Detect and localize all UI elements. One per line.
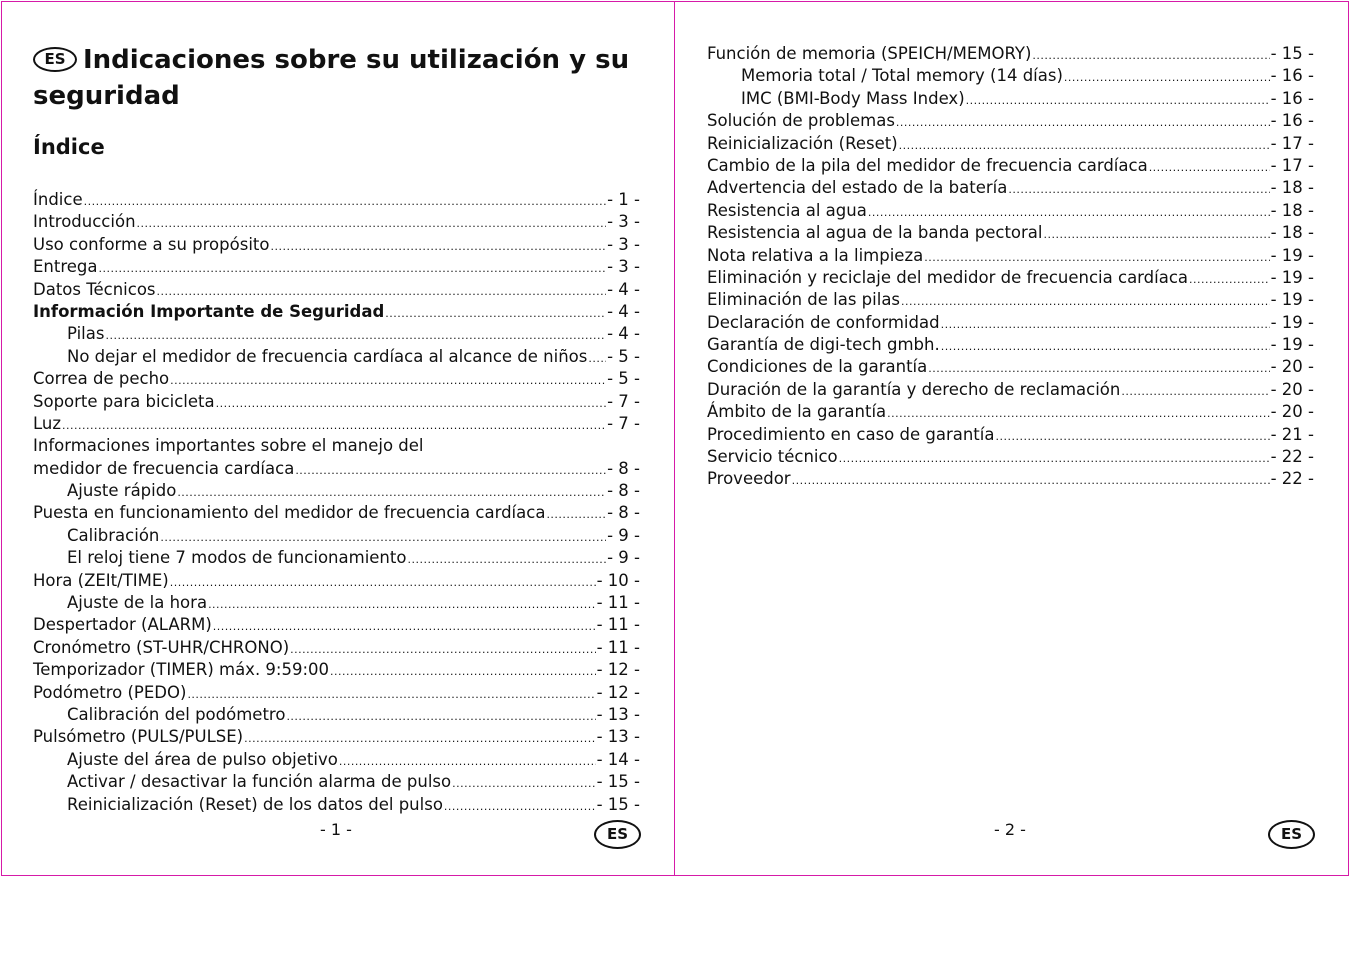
toc-entry [707,379,1314,401]
page-number-left: - 1 - [320,820,352,839]
toc-entry [33,480,640,502]
toc-entry-title: Declaración de conformidad [707,312,940,332]
toc-entry-page: - 19 - [1270,245,1314,265]
toc-entry-page: - 4 - [607,301,640,321]
toc-entry-page: - 18 - [1270,200,1314,220]
toc-dot-leader [1032,45,1269,67]
toc-dot-leader [899,135,1270,157]
toc-entry [33,189,640,211]
language-es-icon: ES [33,47,77,72]
toc-entry-title: Reinicialización (Reset) de los datos del pulso [67,794,443,814]
page-title [33,42,633,114]
toc-dot-leader [966,90,1270,112]
toc-list-right [707,43,1314,491]
toc-entry [33,682,640,704]
toc-entry [707,356,1314,378]
toc-dot-leader [546,504,606,526]
toc-entry-page: - 3 - [607,257,640,277]
toc-entry [33,279,640,301]
toc-dot-leader [187,684,595,706]
toc-list-left [33,189,640,816]
toc-entry [707,312,1314,334]
toc-entry [33,547,640,569]
toc-entry-page: - 7 - [607,391,640,411]
toc-entry-page: - 16 - [1270,66,1314,86]
toc-entry-page: - 19 - [1270,267,1314,287]
toc-entry [33,435,640,457]
toc-entry [33,502,640,524]
toc-entry [707,334,1314,356]
toc-entry-title: Proveedor [707,469,791,489]
toc-dot-leader [941,336,1270,358]
toc-dot-leader [62,415,606,437]
toc-entry-page: - 8 - [607,458,640,478]
toc-dot-leader [901,291,1270,313]
toc-entry [33,771,640,793]
toc-entry [707,65,1314,87]
toc-entry-page: - 16 - [1270,88,1314,108]
toc-dot-leader [588,348,606,370]
toc-entry-title: Ámbito de la garantía [707,402,887,422]
toc-entry-title: Uso conforme a su propósito [33,234,270,254]
language-badge-right: ES [1268,820,1315,849]
toc-entry-page: - 20 - [1270,402,1314,422]
toc-entry-page: - 8 - [607,481,640,501]
toc-dot-leader [941,314,1270,336]
toc-entry-page: - 5 - [607,346,640,366]
toc-entry-page: - 9 - [607,548,640,568]
toc-entry-page: - 15 - [596,772,640,792]
toc-entry-page: - 22 - [1270,469,1314,489]
toc-entry-title: Informaciones importantes sobre el manejo del [33,436,424,456]
toc-dot-leader [160,527,606,549]
toc-entry [33,592,640,614]
toc-entry-page: - 20 - [1270,379,1314,399]
toc-entry [33,413,640,435]
toc-entry-page: - 10 - [596,570,640,590]
toc-entry-page: - 21 - [1270,424,1314,444]
toc-entry-page: - 18 - [1270,223,1314,243]
toc-entry-page: - 3 - [607,234,640,254]
toc-entry-page: - 15 - [1270,44,1314,63]
toc-entry [33,637,640,659]
toc-entry-title: Correa de pecho [33,369,170,389]
toc-entry-title: Entrega [33,257,98,277]
toc-entry [707,155,1314,177]
toc-entry [33,525,640,547]
toc-dot-leader [137,213,607,235]
toc-entry [707,401,1314,423]
toc-entry-page: - 12 - [596,660,640,680]
toc-dot-leader [385,303,606,325]
toc-entry-title: Calibración [67,525,160,545]
toc-entry-page: - 19 - [1270,312,1314,332]
toc-dot-leader [244,728,596,750]
toc-entry-title: Procedimiento en caso de garantía [707,424,995,444]
toc-dot-leader [216,393,606,415]
toc-entry-page: - 13 - [596,704,640,724]
toc-entry-title: Puesta en funcionamiento del medidor de frecuencia cardíaca [33,503,546,523]
toc-entry-title: Solución de problemas [707,111,895,131]
toc-entry [707,267,1314,289]
toc-dot-leader [896,112,1270,134]
toc-dot-leader [208,594,596,616]
toc-dot-leader [177,482,606,504]
toc-dot-leader [295,460,606,482]
toc-entry-title: Cambio de la pila del medidor de frecuencia cardíaca [707,155,1148,175]
toc-dot-leader [270,236,606,258]
toc-entry-title: Función de memoria (SPEICH/MEMORY) [707,44,1032,63]
toc-dot-leader [407,549,606,571]
toc-entry-page: - 11 - [596,615,640,635]
toc-entry-title: Eliminación y reciclaje del medidor de frecuencia cardíaca [707,267,1189,287]
toc-entry-title: Servicio técnico [707,447,838,467]
toc-entry-page: - 4 - [607,279,640,299]
toc-entry [707,424,1314,446]
toc-entry [33,211,640,233]
toc-entry-title: Duración de la garantía y derecho de reclamación [707,379,1121,399]
toc-entry-title: Resistencia al agua de la banda pectoral [707,223,1043,243]
page-number-right: - 2 - [994,820,1026,839]
toc-dot-leader [339,751,596,773]
toc-dot-leader [330,661,596,683]
toc-entry-title: Introducción [33,212,136,232]
toc-entry-title: Pilas [67,324,105,344]
toc-entry [707,177,1314,199]
toc-entry [707,200,1314,222]
toc-dot-leader [1149,157,1270,179]
toc-dot-leader [444,796,596,818]
toc-entry-title: Cronómetro (ST-UHR/CHRONO) [33,637,290,657]
toc-entry-title: Podómetro (PEDO) [33,682,187,702]
toc-entry-page: - 9 - [607,525,640,545]
toc-entry [707,468,1314,490]
toc-entry-page: - 5 - [607,369,640,389]
toc-entry-page: - 4 - [607,324,640,344]
toc-entry-title: Advertencia del estado de la batería [707,178,1008,198]
toc-entry-title: Resistencia al agua [707,200,867,220]
toc-entry [33,323,640,345]
toc-dot-leader [792,470,1270,492]
toc-entry-title: medidor de frecuencia cardíaca [33,458,295,478]
toc-entry [33,749,640,771]
toc-entry-title: Ajuste de la hora [67,593,208,613]
toc-dot-leader [170,572,596,594]
page-title-text: Indicaciones sobre su utilización y su seguridad [33,45,630,111]
toc-entry-title: Índice [33,190,83,209]
toc-dot-leader [839,448,1270,470]
toc-dot-leader [1044,224,1270,246]
toc-entry-page: - 17 - [1270,155,1314,175]
toc-dot-leader [286,706,595,728]
toc-entry [33,391,640,413]
toc-entry-page: - 3 - [607,212,640,232]
toc-entry [33,301,640,323]
toc-entry-page: - 8 - [607,503,640,523]
toc-entry-page: - 15 - [596,794,640,814]
toc-entry-title: Activar / desactivar la función alarma de pulso [67,772,452,792]
toc-entry-title: El reloj tiene 7 modos de funcionamiento [67,548,407,568]
toc-entry-title: Temporizador (TIMER) máx. 9:59:00 [33,660,330,680]
toc-entry-page: - 18 - [1270,178,1314,198]
toc-entry [33,458,640,480]
toc-entry-title: Soporte para bicicleta [33,391,215,411]
toc-dot-leader [1008,179,1269,201]
toc-entry [707,43,1314,65]
toc-entry-page: - 22 - [1270,447,1314,467]
toc-entry-title: Datos Técnicos [33,279,156,299]
toc-dot-leader [887,403,1269,425]
toc-dot-leader [99,258,607,280]
toc-entry-title: Pulsómetro (PULS/PULSE) [33,727,244,747]
toc-entry-page: - 11 - [596,637,640,657]
toc-entry-page: - 13 - [596,727,640,747]
toc-entry [33,570,640,592]
toc-dot-leader [170,370,606,392]
toc-entry [707,133,1314,155]
toc-entry [33,368,640,390]
toc-dot-leader [105,325,606,347]
toc-entry-title: Garantía de digi-tech gmbh. [707,335,940,355]
toc-entry-title: Reinicialización (Reset) [707,133,898,153]
index-heading: Índice [33,135,105,159]
toc-entry-title: IMC (BMI-Body Mass Index) [741,88,965,108]
toc-entry-title: Ajuste rápido [67,481,177,501]
toc-dot-leader [868,202,1270,224]
toc-dot-leader [452,773,595,795]
toc-entry-page: - 17 - [1270,133,1314,153]
toc-dot-leader [1189,269,1270,291]
toc-entry [33,794,640,816]
toc-entry [707,88,1314,110]
toc-dot-leader [84,191,606,213]
toc-entry [707,222,1314,244]
toc-entry [33,726,640,748]
toc-entry [707,245,1314,267]
toc-entry-page: - 7 - [607,413,640,433]
toc-entry-page: - 20 - [1270,357,1314,377]
toc-entry [707,289,1314,311]
toc-entry-page: - 11 - [596,593,640,613]
toc-entry-page: - 14 - [596,749,640,769]
toc-entry-page: - 19 - [1270,335,1314,355]
toc-entry [33,346,640,368]
toc-entry-title: Despertador (ALARM) [33,615,212,635]
toc-dot-leader [924,247,1269,269]
toc-entry-title: No dejar el medidor de frecuencia cardíaca al alcance de niños [67,346,588,366]
toc-entry [707,446,1314,468]
toc-entry-title: Luz [33,413,62,433]
toc-entry-page: - 12 - [596,682,640,702]
toc-entry-page: - 19 - [1270,290,1314,310]
toc-dot-leader [1121,381,1269,403]
toc-entry-page: - 16 - [1270,111,1314,131]
toc-entry-title: Hora (ZEIt/TIME) [33,570,169,590]
toc-entry-title: Condiciones de la garantía [707,357,928,377]
toc-entry [33,256,640,278]
toc-dot-leader [928,358,1269,380]
toc-dot-leader [1064,67,1270,89]
toc-dot-leader [213,616,596,638]
toc-dot-leader [157,281,607,303]
toc-entry [33,704,640,726]
toc-entry-title: Información Importante de Seguridad [33,301,385,321]
language-badge-left: ES [594,820,641,849]
toc-dot-leader [995,426,1269,448]
toc-entry-title: Eliminación de las pilas [707,290,901,310]
toc-entry [33,659,640,681]
toc-entry [707,110,1314,132]
toc-dot-leader [290,639,595,661]
toc-entry-title: Nota relativa a la limpieza [707,245,924,265]
toc-entry-title: Memoria total / Total memory (14 días) [741,66,1063,86]
toc-entry-page: - 1 - [607,190,640,209]
toc-entry-title: Calibración del podómetro [67,704,286,724]
toc-entry [33,614,640,636]
toc-entry-title: Ajuste del área de pulso objetivo [67,749,338,769]
toc-entry [33,234,640,256]
